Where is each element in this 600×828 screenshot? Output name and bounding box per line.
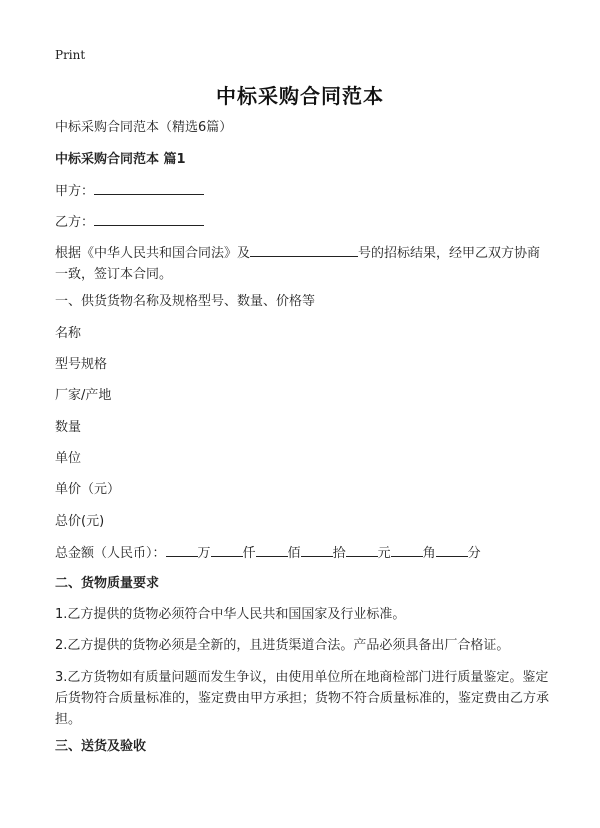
amount-blank xyxy=(301,543,333,557)
unit-yuan: 元 xyxy=(377,546,391,561)
party-a-line xyxy=(55,181,204,202)
field-total-price: 总价(元) xyxy=(55,514,105,529)
party-a-label: 甲方： xyxy=(55,184,95,199)
unit-shi: 拾 xyxy=(332,546,346,561)
total-amount-line xyxy=(55,543,481,564)
amount-blank xyxy=(166,543,198,557)
intro-text-after: 号的招标结果，经甲乙双方协商一致，签订本合同。 xyxy=(55,246,541,282)
party-a-blank xyxy=(94,181,204,195)
field-name: 名称 xyxy=(55,326,82,341)
tender-number-blank xyxy=(250,243,358,257)
amount-blank xyxy=(346,543,378,557)
part1-heading: 一、供货货物名称及规格型号、数量、价格等 xyxy=(55,294,316,309)
print-link[interactable]: Print xyxy=(55,48,86,62)
unit-wan: 万 xyxy=(197,546,211,561)
amount-blank xyxy=(436,543,468,557)
part2-heading: 二、货物质量要求 xyxy=(55,576,160,591)
section-heading: 中标采购合同范本 篇1 xyxy=(55,152,186,167)
unit-jiao: 角 xyxy=(422,546,436,561)
document-subtitle: 中标采购合同范本（精选6篇） xyxy=(55,120,233,135)
field-quantity: 数量 xyxy=(55,420,82,435)
field-manufacturer: 厂家/产地 xyxy=(55,388,112,403)
unit-fen: 分 xyxy=(467,546,481,561)
field-unit-price: 单价（元） xyxy=(55,482,121,497)
quality-item-1: 1.乙方提供的货物必须符合中华人民共和国国家及行业标准。 xyxy=(55,607,406,622)
intro-paragraph xyxy=(55,243,550,285)
page-title: 中标采购合同范本 xyxy=(216,84,384,108)
quality-item-2: 2.乙方提供的货物必须是全新的，且进货渠道合法。产品必须具备出厂合格证。 xyxy=(55,638,510,653)
unit-qian: 仟 xyxy=(242,546,256,561)
unit-bai: 佰 xyxy=(287,546,301,561)
amount-blank xyxy=(256,543,288,557)
party-b-label: 乙方： xyxy=(55,215,95,230)
party-b-line xyxy=(55,212,204,233)
field-model-spec: 型号规格 xyxy=(55,357,108,372)
amount-blank xyxy=(211,543,243,557)
total-amount-label: 总金额（人民币）： xyxy=(55,546,166,561)
part3-heading: 三、送货及验收 xyxy=(55,739,147,754)
field-unit: 单位 xyxy=(55,451,82,466)
intro-text-before: 根据《中华人民共和国合同法》及 xyxy=(55,246,251,261)
quality-item-3: 3.乙方货物如有质量问题而发生争议，由使用单位所在地商检部门进行质量鉴定。鉴定后货物符合质量标准的，鉴定费由甲方承担；货物不符合质量标准的，鉴定费由乙方承担。 xyxy=(55,670,550,727)
party-b-blank xyxy=(94,212,204,226)
amount-blank xyxy=(391,543,423,557)
